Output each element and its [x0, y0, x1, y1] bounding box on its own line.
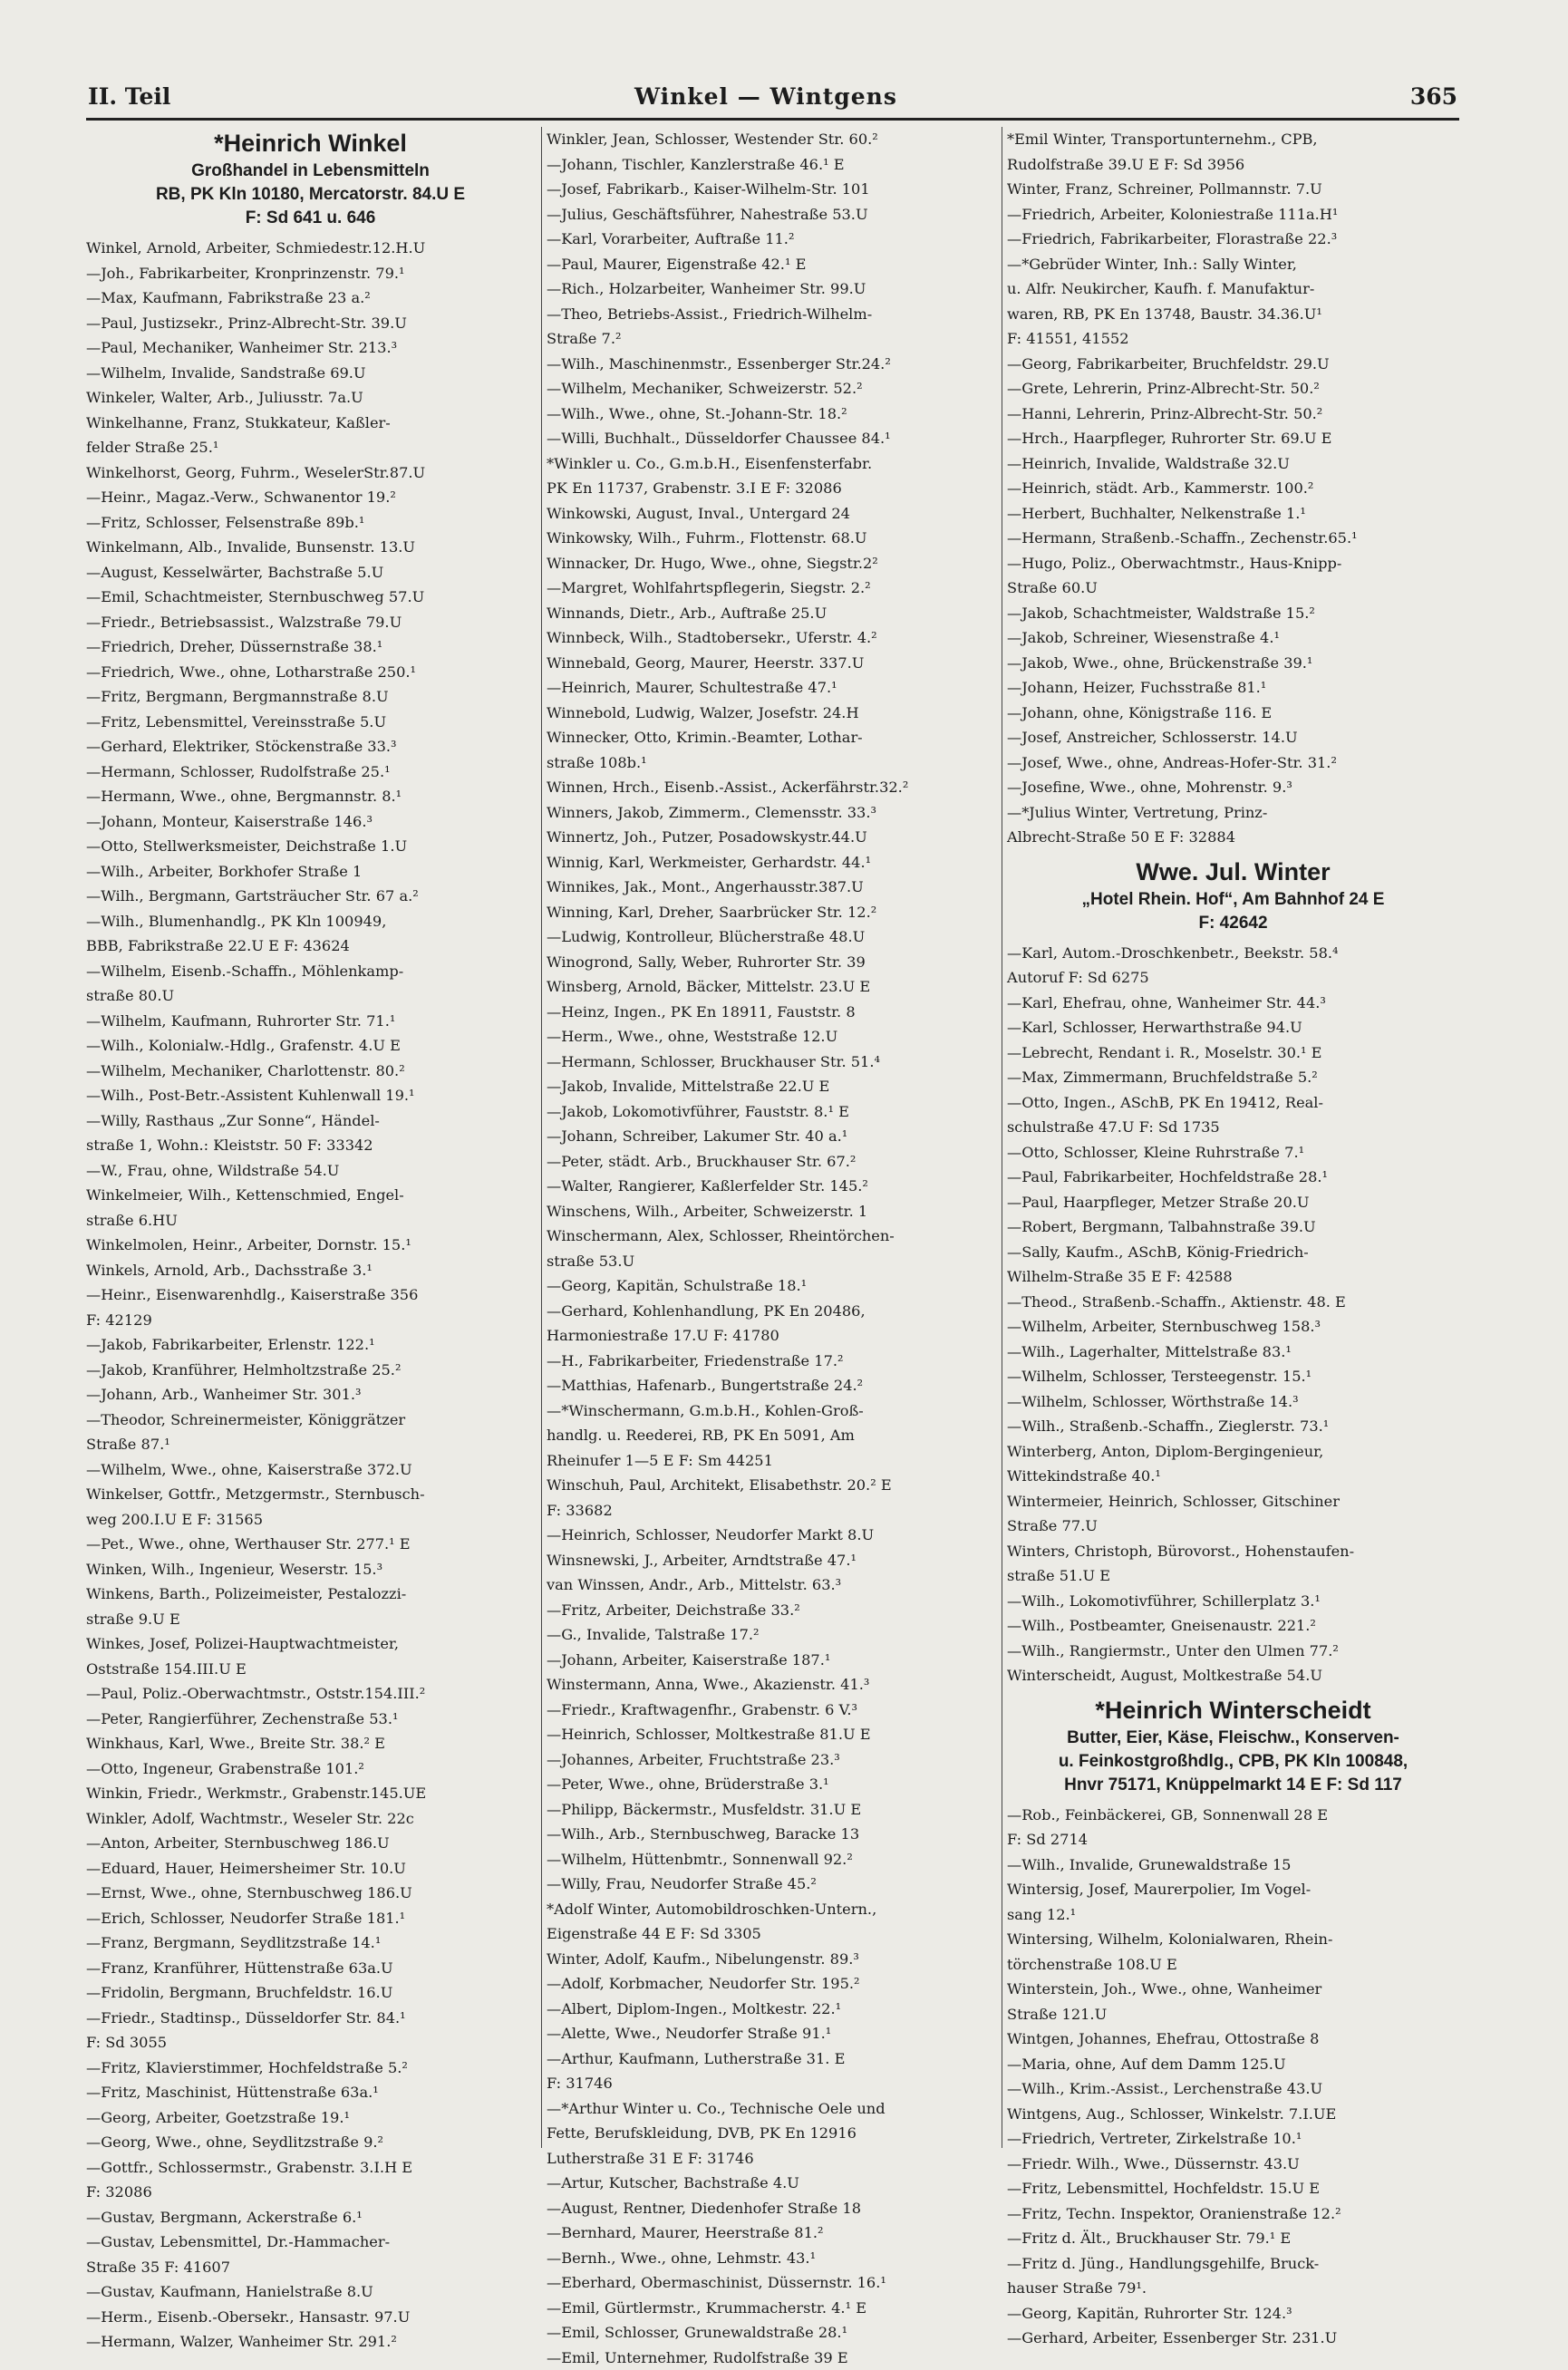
directory-entry: —Friedrich, Fabrikarbeiter, Florastraße 22.³	[1007, 227, 1459, 252]
advert-line: Butter, Eier, Käse, Fleischw., Konserven-	[1007, 1727, 1459, 1750]
directory-entry: —Peter, städt. Arb., Bruckhauser Str. 67.²	[547, 1149, 995, 1175]
directory-entry: —Gerhard, Arbeiter, Essenberger Str. 231.U	[1007, 2326, 1459, 2351]
directory-entry: —Friedrich, Dreher, Düssernstraße 38.¹	[86, 634, 535, 660]
directory-entry: —Walter, Rangierer, Kaßlerfelder Str. 145.²	[547, 1174, 995, 1199]
directory-entry: straße 108b.¹	[547, 750, 995, 776]
directory-entry: —Johann, Tischler, Kanzlerstraße 46.¹ E	[547, 152, 995, 178]
directory-entry: Wintersing, Wilhelm, Kolonialwaren, Rhein-	[1007, 1927, 1459, 1952]
directory-entry: —Otto, Ingen., ASchB, PK En 19412, Real-	[1007, 1090, 1459, 1116]
directory-entry: —Karl, Schlosser, Herwarthstraße 94.U	[1007, 1015, 1459, 1040]
directory-entry: —Wilhelm, Mechaniker, Schweizerstr. 52.²	[547, 376, 995, 401]
advert-heinrich-winterscheidt	[1007, 1694, 1459, 1797]
directory-entry: —Eduard, Hauer, Heimersheimer Str. 10.U	[86, 1856, 535, 1881]
directory-entry: —Wilhelm, Schlosser, Tersteegenstr. 15.¹	[1007, 1364, 1459, 1389]
advert-line: RB, PK Kln 10180, Mercatorstr. 84.U E	[86, 183, 535, 207]
directory-entry: Oststraße 154.III.U E	[86, 1657, 535, 1682]
directory-entry: handlg. u. Reederei, RB, PK En 5091, Am	[547, 1423, 995, 1448]
directory-entry: —Johann, ohne, Königstraße 116. E	[1007, 701, 1459, 726]
directory-entry: —Heinrich, Schlosser, Neudorfer Markt 8.U	[547, 1523, 995, 1548]
directory-entry: straße 51.U E	[1007, 1563, 1459, 1589]
directory-entry: —Emil, Schlosser, Grunewaldstraße 28.¹	[547, 2320, 995, 2346]
directory-entry: —Paul, Justizsekr., Prinz-Albrecht-Str. 39.U	[86, 311, 535, 336]
directory-entry: straße 80.U	[86, 983, 535, 1009]
directory-entry: Winschens, Wilh., Arbeiter, Schweizerstr. 1	[547, 1199, 995, 1224]
directory-entry: Winkin, Friedr., Werkmstr., Grabenstr.145.UE	[86, 1781, 535, 1806]
directory-entry: —Heinr., Magaz.-Verw., Schwanentor 19.²	[86, 485, 535, 510]
directory-entry: —Hermann, Straßenb.-Schaffn., Zechenstr.65.¹	[1007, 526, 1459, 551]
directory-entry: —Anton, Arbeiter, Sternbuschweg 186.U	[86, 1831, 535, 1856]
directory-entry: Winter, Adolf, Kaufm., Nibelungenstr. 89.³	[547, 1947, 995, 1972]
advert-line: Hnvr 75171, Knüppelmarkt 14 E F: Sd 117	[1007, 1774, 1459, 1797]
directory-entry: —Wilh., Arb., Sternbuschweg, Baracke 13	[547, 1822, 995, 1847]
directory-entry: F: 33682	[547, 1498, 995, 1524]
directory-entry: —Fritz, Bergmann, Bergmannstraße 8.U	[86, 684, 535, 710]
directory-entry: —Wilh., Lokomotivführer, Schillerplatz 3.¹	[1007, 1589, 1459, 1614]
directory-entry: —Hermann, Schlosser, Bruckhauser Str. 51.⁴	[547, 1050, 995, 1075]
directory-entry: —Wilh., Arbeiter, Borkhofer Straße 1	[86, 859, 535, 885]
column-3	[1007, 127, 1459, 2148]
directory-entry: Winkel, Arnold, Arbeiter, Schmiedestr.12.H.U	[86, 236, 535, 261]
directory-entry: —Rob., Feinbäckerei, GB, Sonnenwall 28 E	[1007, 1803, 1459, 1828]
directory-entry: Winkler, Jean, Schlosser, Westender Str. 60.²	[547, 127, 995, 152]
directory-entry: —Wilh., Straßenb.-Schaffn., Zieglerstr. 73.¹	[1007, 1414, 1459, 1439]
directory-entry: —Josef, Anstreicher, Schlosserstr. 14.U	[1007, 725, 1459, 750]
directory-entry: —Johann, Arbeiter, Kaiserstraße 187.¹	[547, 1648, 995, 1673]
directory-entry: —Jakob, Wwe., ohne, Brückenstraße 39.¹	[1007, 651, 1459, 676]
directory-entry: —Gerhard, Elektriker, Stöckenstraße 33.³	[86, 734, 535, 759]
directory-entry: —Artur, Kutscher, Bachstraße 4.U	[547, 2171, 995, 2196]
directory-entry: F: 31746	[547, 2071, 995, 2096]
page-number: 365	[1410, 83, 1457, 110]
entry-list	[1007, 941, 1459, 1688]
directory-entry: —Wilh., Lagerhalter, Mittelstraße 83.¹	[1007, 1340, 1459, 1365]
directory-entry: —Fritz, Lebensmittel, Vereinsstraße 5.U	[86, 710, 535, 735]
page-range-title: Winkel — Wintgens	[634, 83, 897, 110]
directory-entry: —Friedr., Kraftwagenfhr., Grabenstr. 6 V.³	[547, 1698, 995, 1723]
directory-entry: straße 53.U	[547, 1249, 995, 1274]
directory-entry: *Emil Winter, Transportunternehm., CPB,	[1007, 127, 1459, 152]
directory-entry: Straße 121.U	[1007, 2002, 1459, 2027]
directory-entry: —Fritz, Arbeiter, Deichstraße 33.²	[547, 1598, 995, 1623]
advert-line: F: Sd 641 u. 646	[86, 207, 535, 230]
directory-entry: —Johann, Heizer, Fuchsstraße 81.¹	[1007, 675, 1459, 701]
directory-entry: Winnertz, Joh., Putzer, Posadowskystr.44.U	[547, 825, 995, 850]
directory-entry: —Wilh., Krim.-Assist., Lerchenstraße 43.U	[1007, 2076, 1459, 2102]
directory-entry: —Herm., Eisenb.-Obersekr., Hansastr. 97.U	[86, 2305, 535, 2330]
directory-entry: —*Arthur Winter u. Co., Technische Oele und	[547, 2096, 995, 2122]
directory-entry: —Gottfr., Schlossermstr., Grabenstr. 3.I.H E	[86, 2155, 535, 2181]
directory-entry: Winnbeck, Wilh., Stadtobersekr., Uferstr. 4.²	[547, 625, 995, 651]
directory-entry: straße 1, Wohn.: Kleiststr. 50 F: 33342	[86, 1133, 535, 1158]
directory-entry: —Erich, Schlosser, Neudorfer Straße 181.¹	[86, 1906, 535, 1931]
column-2	[547, 127, 995, 2148]
directory-entry: —Gustav, Bergmann, Ackerstraße 6.¹	[86, 2205, 535, 2230]
directory-entry: —Hermann, Wwe., ohne, Bergmannstr. 8.¹	[86, 784, 535, 809]
directory-entry: —Robert, Bergmann, Talbahnstraße 39.U	[1007, 1214, 1459, 1240]
directory-entry: —Emil, Unternehmer, Rudolfstraße 39 E	[547, 2346, 995, 2370]
advert-line: „Hotel Rhein. Hof“, Am Bahnhof 24 E	[1007, 888, 1459, 912]
directory-entry: —Jakob, Invalide, Mittelstraße 22.U E	[547, 1074, 995, 1099]
directory-entry: PK En 11737, Grabenstr. 3.I E F: 32086	[547, 476, 995, 501]
directory-entry: —Gustav, Lebensmittel, Dr.-Hammacher-	[86, 2230, 535, 2255]
directory-entry: —Willi, Buchhalt., Düsseldorfer Chaussee 84.¹	[547, 426, 995, 451]
directory-entry: —Heinrich, Maurer, Schultestraße 47.¹	[547, 675, 995, 701]
directory-entry: —Matthias, Hafenarb., Bungertstraße 24.²	[547, 1373, 995, 1398]
directory-entry: F: Sd 2714	[1007, 1827, 1459, 1852]
directory-entry: —Wilhelm, Schlosser, Wörthstraße 14.³	[1007, 1389, 1459, 1415]
directory-entry: —Josef, Wwe., ohne, Andreas-Hofer-Str. 31.²	[1007, 750, 1459, 776]
directory-entry: Winkelmann, Alb., Invalide, Bunsenstr. 13.U	[86, 535, 535, 560]
entry-list	[86, 236, 535, 2355]
directory-entry: —Herbert, Buchhalter, Nelkenstraße 1.¹	[1007, 501, 1459, 527]
directory-entry: —Jakob, Schachtmeister, Waldstraße 15.²	[1007, 601, 1459, 626]
directory-entry: —Hugo, Poliz., Oberwachtmstr., Haus-Knipp-	[1007, 551, 1459, 576]
directory-entry: —Max, Kaufmann, Fabrikstraße 23 a.²	[86, 285, 535, 311]
directory-entry: —Karl, Vorarbeiter, Auftraße 11.²	[547, 227, 995, 252]
columns	[86, 127, 1459, 2148]
directory-entry: —Karl, Autom.-Droschkenbetr., Beekstr. 58.⁴	[1007, 941, 1459, 966]
directory-entry: Winkels, Arnold, Arb., Dachsstraße 3.¹	[86, 1258, 535, 1283]
directory-entry: —Otto, Schlosser, Kleine Ruhrstraße 7.¹	[1007, 1140, 1459, 1166]
directory-entry: —Friedrich, Wwe., ohne, Lotharstraße 250.¹	[86, 660, 535, 685]
directory-entry: —Wilh., Wwe., ohne, St.-Johann-Str. 18.²	[547, 401, 995, 427]
directory-entry: —Georg, Arbeiter, Goetzstraße 19.¹	[86, 2105, 535, 2131]
directory-entry: Wintermeier, Heinrich, Schlosser, Gitschiner	[1007, 1489, 1459, 1514]
directory-entry: —Josefine, Wwe., ohne, Mohrenstr. 9.³	[1007, 775, 1459, 800]
directory-entry: —Johann, Arb., Wanheimer Str. 301.³	[86, 1382, 535, 1407]
directory-entry: —Josef, Fabrikarb., Kaiser-Wilhelm-Str. 101	[547, 177, 995, 202]
directory-entry: Winnebold, Ludwig, Walzer, Josefstr. 24.H	[547, 701, 995, 726]
directory-entry: —Georg, Kapitän, Ruhrorter Str. 124.³	[1007, 2301, 1459, 2326]
directory-entry: Wintersig, Josef, Maurerpolier, Im Vogel-	[1007, 1877, 1459, 1902]
directory-entry: —Friedrich, Vertreter, Zirkelstraße 10.¹	[1007, 2126, 1459, 2152]
directory-entry: Winnig, Karl, Werkmeister, Gerhardstr. 44.¹	[547, 850, 995, 875]
directory-entry: —Margret, Wohlfahrtspflegerin, Siegstr. 2.²	[547, 576, 995, 601]
directory-entry: F: Sd 3055	[86, 2030, 535, 2056]
directory-entry: —Fritz, Techn. Inspektor, Oranienstraße 12.²	[1007, 2201, 1459, 2227]
directory-entry: —Peter, Wwe., ohne, Brüderstraße 3.¹	[547, 1772, 995, 1797]
directory-entry: Fette, Berufskleidung, DVB, PK En 12916	[547, 2121, 995, 2146]
directory-entry: Winkelhanne, Franz, Stukkateur, Kaßler-	[86, 411, 535, 436]
directory-entry: törchenstraße 108.U E	[1007, 1952, 1459, 1978]
directory-entry: van Winssen, Andr., Arb., Mittelstr. 63.³	[547, 1572, 995, 1598]
directory-entry: Winschuh, Paul, Architekt, Elisabethstr. 20.² E	[547, 1473, 995, 1498]
directory-entry: —Johann, Schreiber, Lakumer Str. 40 a.¹	[547, 1124, 995, 1149]
directory-entry: —Fridolin, Bergmann, Bruchfeldstr. 16.U	[86, 1980, 535, 2006]
directory-entry: Rheinufer 1—5 E F: Sm 44251	[547, 1448, 995, 1474]
directory-entry: —Paul, Maurer, Eigenstraße 42.¹ E	[547, 252, 995, 277]
directory-entry: —Wilhelm, Eisenb.-Schaffn., Möhlenkamp-	[86, 959, 535, 984]
directory-entry: —Otto, Stellwerksmeister, Deichstraße 1.U	[86, 834, 535, 859]
directory-entry: Eigenstraße 44 E F: Sd 3305	[547, 1921, 995, 1947]
directory-entry: —*Gebrüder Winter, Inh.: Sally Winter,	[1007, 252, 1459, 277]
directory-entry: —Hermann, Schlosser, Rudolfstraße 25.¹	[86, 759, 535, 785]
directory-entry: Winners, Jakob, Zimmerm., Clemensstr. 33.³	[547, 800, 995, 826]
directory-entry: Winsnewski, J., Arbeiter, Arndtstraße 47.¹	[547, 1548, 995, 1573]
directory-entry: —Friedr., Betriebsassist., Walzstraße 79.U	[86, 610, 535, 635]
section-label: II. Teil	[88, 83, 170, 110]
directory-entry: —Friedr. Wilh., Wwe., Düssernstr. 43.U	[1007, 2152, 1459, 2177]
directory-entry: sang 12.¹	[1007, 1902, 1459, 1928]
directory-entry: —Friedr., Stadtinsp., Düsseldorfer Str. 84.¹	[86, 2006, 535, 2031]
directory-entry: weg 200.I.U E F: 31565	[86, 1507, 535, 1533]
directory-entry: —Fritz d. Ält., Bruckhauser Str. 79.¹ E	[1007, 2226, 1459, 2251]
directory-entry: —Alette, Wwe., Neudorfer Straße 91.¹	[547, 2021, 995, 2046]
entry-list	[547, 127, 995, 2370]
directory-entry: Straße 77.U	[1007, 1514, 1459, 1539]
directory-entry: —Fritz, Lebensmittel, Hochfeldstr. 15.U E	[1007, 2176, 1459, 2201]
directory-entry: —Sally, Kaufm., ASchB, König-Friedrich-	[1007, 1240, 1459, 1265]
directory-entry: Winnands, Dietr., Arb., Auftraße 25.U	[547, 601, 995, 626]
directory-entry: Winterstein, Joh., Wwe., ohne, Wanheimer	[1007, 1977, 1459, 2002]
directory-entry: —Wilhelm, Wwe., ohne, Kaiserstraße 372.U	[86, 1457, 535, 1483]
directory-entry: —Paul, Poliz.-Oberwachtmstr., Oststr.154.III.²	[86, 1681, 535, 1707]
directory-entry: Winogrond, Sally, Weber, Ruhrorter Str. 39	[547, 950, 995, 975]
directory-entry: —Heinz, Ingen., PK En 18911, Fauststr. 8	[547, 1000, 995, 1025]
directory-entry: —Bernhard, Maurer, Heerstraße 81.²	[547, 2220, 995, 2246]
directory-entry: —Max, Zimmermann, Bruchfeldstraße 5.²	[1007, 1065, 1459, 1090]
page-header	[86, 80, 1459, 121]
directory-entry: —Adolf, Korbmacher, Neudorfer Str. 195.²	[547, 1971, 995, 1997]
directory-entry: —Grete, Lehrerin, Prinz-Albrecht-Str. 50.²	[1007, 376, 1459, 401]
directory-entry: *Winkler u. Co., G.m.b.H., Eisenfensterfabr.	[547, 451, 995, 477]
directory-entry: straße 6.HU	[86, 1208, 535, 1233]
directory-entry: —Wilh., Post-Betr.-Assistent Kuhlenwall 19.¹	[86, 1083, 535, 1108]
advert-title: *Heinrich Winterscheidt	[1007, 1694, 1459, 1727]
directory-entry: —Friedrich, Arbeiter, Koloniestraße 111a.H¹	[1007, 202, 1459, 227]
directory-entry: Winkeler, Walter, Arb., Juliusstr. 7a.U	[86, 385, 535, 411]
advert-line: Großhandel in Lebensmitteln	[86, 160, 535, 183]
directory-entry: —Jakob, Kranführer, Helmholtzstraße 25.²	[86, 1358, 535, 1383]
directory-entry: —G., Invalide, Talstraße 17.²	[547, 1622, 995, 1648]
advert-title: *Heinrich Winkel	[86, 127, 535, 160]
directory-entry: Winnecker, Otto, Krimin.-Beamter, Lothar-	[547, 725, 995, 750]
directory-entry: —Wilh., Invalide, Grunewaldstraße 15	[1007, 1852, 1459, 1878]
directory-entry: —Fritz d. Jüng., Handlungsgehilfe, Bruck-	[1007, 2251, 1459, 2277]
directory-entry: Wittekindstraße 40.¹	[1007, 1464, 1459, 1489]
directory-entry: Winkowski, August, Inval., Untergard 24	[547, 501, 995, 527]
directory-entry: —Wilh., Blumenhandlg., PK Kln 100949,	[86, 909, 535, 934]
directory-page	[86, 80, 1459, 2164]
directory-entry: —Bernh., Wwe., ohne, Lehmstr. 43.¹	[547, 2246, 995, 2271]
directory-entry: —Fritz, Schlosser, Felsenstraße 89b.¹	[86, 510, 535, 536]
directory-entry: —Wilh., Kolonialw.-Hdlg., Grafenstr. 4.U E	[86, 1033, 535, 1059]
directory-entry: —Ernst, Wwe., ohne, Sternbuschweg 186.U	[86, 1881, 535, 1906]
directory-entry: —Joh., Fabrikarbeiter, Kronprinzenstr. 79.¹	[86, 261, 535, 286]
directory-entry: straße 9.U E	[86, 1607, 535, 1632]
directory-entry: Wintgens, Aug., Schlosser, Winkelstr. 7.I.UE	[1007, 2102, 1459, 2127]
directory-entry: u. Alfr. Neukircher, Kaufh. f. Manufaktur-	[1007, 276, 1459, 302]
directory-entry: —Emil, Schachtmeister, Sternbuschweg 57.U	[86, 585, 535, 610]
directory-entry: —Otto, Ingeneur, Grabenstraße 101.²	[86, 1756, 535, 1782]
directory-entry: Winstermann, Anna, Wwe., Akazienstr. 41.³	[547, 1672, 995, 1698]
directory-entry: —Hrch., Haarpfleger, Ruhrorter Str. 69.U E	[1007, 426, 1459, 451]
directory-entry: —Fritz, Maschinist, Hüttenstraße 63a.¹	[86, 2080, 535, 2105]
directory-entry: Winter, Franz, Schreiner, Pollmannstr. 7.U	[1007, 177, 1459, 202]
entry-list	[1007, 1803, 1459, 2351]
directory-entry: Winschermann, Alex, Schlosser, Rheintörchen-	[547, 1224, 995, 1249]
advert-heinrich-winkel	[86, 127, 535, 230]
directory-entry: —Wilhelm, Hüttenbmtr., Sonnenwall 92.²	[547, 1847, 995, 1872]
directory-entry: —Wilh., Rangiermstr., Unter den Ulmen 77.²	[1007, 1639, 1459, 1664]
directory-entry: F: 42129	[86, 1308, 535, 1333]
advert-line: u. Feinkostgroßhdlg., CPB, PK Kln 100848,	[1007, 1750, 1459, 1774]
directory-entry: Winters, Christoph, Bürovorst., Hohenstaufen-	[1007, 1539, 1459, 1564]
directory-entry: Straße 87.¹	[86, 1432, 535, 1457]
directory-entry: —Fritz, Klavierstimmer, Hochfeldstraße 5.²	[86, 2056, 535, 2081]
directory-entry: —Theod., Straßenb.-Schaffn., Aktienstr. 48. E	[1007, 1290, 1459, 1315]
directory-entry: Straße 35 F: 41607	[86, 2255, 535, 2280]
directory-entry: —Wilhelm, Mechaniker, Charlottenstr. 80.²	[86, 1059, 535, 1084]
directory-entry: —*Julius Winter, Vertretung, Prinz-	[1007, 800, 1459, 826]
directory-entry: —Jakob, Schreiner, Wiesenstraße 4.¹	[1007, 625, 1459, 651]
directory-entry: —Gerhard, Kohlenhandlung, PK En 20486,	[547, 1299, 995, 1324]
directory-entry: —Johannes, Arbeiter, Fruchtstraße 23.³	[547, 1747, 995, 1773]
directory-entry: —Albert, Diplom-Ingen., Moltkestr. 22.¹	[547, 1997, 995, 2022]
directory-entry: —H., Fabrikarbeiter, Friedenstraße 17.²	[547, 1349, 995, 1374]
directory-entry: Winnacker, Dr. Hugo, Wwe., ohne, Siegstr.2²	[547, 551, 995, 576]
directory-entry: waren, RB, PK En 13748, Baustr. 34.36.U¹	[1007, 302, 1459, 327]
directory-entry: —Paul, Haarpfleger, Metzer Straße 20.U	[1007, 1190, 1459, 1215]
directory-entry: —Heinrich, Schlosser, Moltkestraße 81.U E	[547, 1722, 995, 1747]
directory-entry: —Herm., Wwe., ohne, Weststraße 12.U	[547, 1024, 995, 1050]
directory-entry: —Philipp, Bäckermstr., Musfeldstr. 31.U E	[547, 1797, 995, 1823]
directory-entry: Winkes, Josef, Polizei-Hauptwachtmeister,	[86, 1631, 535, 1657]
directory-entry: —Willy, Frau, Neudorfer Straße 45.²	[547, 1872, 995, 1897]
directory-entry: —Theo, Betriebs-Assist., Friedrich-Wilhelm-	[547, 302, 995, 327]
directory-entry: —Eberhard, Obermaschinist, Düssernstr. 16.¹	[547, 2270, 995, 2296]
directory-entry: —Arthur, Kaufmann, Lutherstraße 31. E	[547, 2046, 995, 2072]
directory-entry: felder Straße 25.¹	[86, 435, 535, 460]
directory-entry: —Gustav, Kaufmann, Hanielstraße 8.U	[86, 2279, 535, 2305]
directory-entry: Winkelmolen, Heinr., Arbeiter, Dornstr. 15.¹	[86, 1233, 535, 1258]
directory-entry: Lutherstraße 31 E F: 31746	[547, 2146, 995, 2172]
directory-entry: —*Winschermann, G.m.b.H., Kohlen-Groß-	[547, 1398, 995, 1424]
directory-entry: —Maria, ohne, Auf dem Damm 125.U	[1007, 2052, 1459, 2077]
directory-entry: —Heinrich, städt. Arb., Kammerstr. 100.²	[1007, 476, 1459, 501]
directory-entry: Winken, Wilh., Ingenieur, Weserstr. 15.³	[86, 1557, 535, 1582]
advert-line: F: 42642	[1007, 912, 1459, 935]
directory-entry: Winkler, Adolf, Wachtmstr., Weseler Str. 22c	[86, 1806, 535, 1832]
directory-entry: —Peter, Rangierführer, Zechenstraße 53.¹	[86, 1707, 535, 1732]
directory-entry: Winnen, Hrch., Eisenb.-Assist., Ackerfährstr.32.²	[547, 775, 995, 800]
directory-entry: —Wilhelm, Invalide, Sandstraße 69.U	[86, 361, 535, 386]
directory-entry: —Jakob, Fabrikarbeiter, Erlenstr. 122.¹	[86, 1332, 535, 1358]
directory-entry: —Julius, Geschäftsführer, Nahestraße 53.U	[547, 202, 995, 227]
directory-entry: Winkelmeier, Wilh., Kettenschmied, Engel-	[86, 1183, 535, 1208]
directory-entry: hauser Straße 79¹.	[1007, 2276, 1459, 2301]
directory-entry: —Heinrich, Invalide, Waldstraße 32.U	[1007, 451, 1459, 477]
directory-entry: —Ludwig, Kontrolleur, Blücherstraße 48.U	[547, 924, 995, 950]
directory-entry: Straße 60.U	[1007, 576, 1459, 601]
directory-entry: —Theodor, Schreinermeister, Königgrätzer	[86, 1407, 535, 1433]
directory-entry: —Emil, Gürtlermstr., Krummacherstr. 4.¹ E	[547, 2296, 995, 2321]
directory-entry: Harmoniestraße 17.U F: 41780	[547, 1323, 995, 1349]
directory-entry: Winnikes, Jak., Mont., Angerhausstr.387.U	[547, 875, 995, 900]
directory-entry: —Georg, Fabrikarbeiter, Bruchfeldstr. 29.U	[1007, 352, 1459, 377]
directory-entry: —Paul, Fabrikarbeiter, Hochfeldstraße 28.¹	[1007, 1165, 1459, 1190]
directory-entry: F: 41551, 41552	[1007, 326, 1459, 352]
directory-entry: —Franz, Kranführer, Hüttenstraße 63a.U	[86, 1956, 535, 1981]
directory-entry: Winkhaus, Karl, Wwe., Breite Str. 38.² E	[86, 1731, 535, 1756]
directory-entry: BBB, Fabrikstraße 22.U E F: 43624	[86, 933, 535, 959]
directory-entry: —Wilh., Maschinenmstr., Essenberger Str.24.²	[547, 352, 995, 377]
directory-entry: —Wilhelm, Kaufmann, Ruhrorter Str. 71.¹	[86, 1009, 535, 1034]
directory-entry: —August, Rentner, Diedenhofer Straße 18	[547, 2196, 995, 2221]
directory-entry: —August, Kesselwärter, Bachstraße 5.U	[86, 560, 535, 585]
directory-entry: —Willy, Rasthaus „Zur Sonne“, Händel-	[86, 1108, 535, 1134]
directory-entry: Winkelhorst, Georg, Fuhrm., WeselerStr.87.U	[86, 460, 535, 486]
directory-entry: schulstraße 47.U F: Sd 1735	[1007, 1115, 1459, 1140]
directory-entry: —Lebrecht, Rendant i. R., Moselstr. 30.¹ E	[1007, 1040, 1459, 1066]
directory-entry: —Wilh., Postbeamter, Gneisenaustr. 221.²	[1007, 1613, 1459, 1639]
directory-entry: —Hanni, Lehrerin, Prinz-Albrecht-Str. 50.²	[1007, 401, 1459, 427]
directory-entry: —Paul, Mechaniker, Wanheimer Str. 213.³	[86, 335, 535, 361]
directory-entry: Winnebald, Georg, Maurer, Heerstr. 337.U	[547, 651, 995, 676]
directory-entry: Winkelser, Gottfr., Metzgermstr., Sternbusch-	[86, 1482, 535, 1507]
directory-entry: Autoruf F: Sd 6275	[1007, 965, 1459, 991]
directory-entry: F: 32086	[86, 2180, 535, 2205]
directory-entry: Wilhelm-Straße 35 E F: 42588	[1007, 1264, 1459, 1290]
directory-entry: Winterscheidt, August, Moltkestraße 54.U	[1007, 1663, 1459, 1688]
directory-entry: —Pet., Wwe., ohne, Werthauser Str. 277.¹ E	[86, 1532, 535, 1557]
directory-entry: —Wilh., Bergmann, Gartsträucher Str. 67 a.²	[86, 884, 535, 909]
directory-entry: —Jakob, Lokomotivführer, Fauststr. 8.¹ E	[547, 1099, 995, 1125]
directory-entry: —Georg, Wwe., ohne, Seydlitzstraße 9.²	[86, 2130, 535, 2155]
directory-entry: Rudolfstraße 39.U E F: Sd 3956	[1007, 152, 1459, 178]
directory-entry: —Franz, Bergmann, Seydlitzstraße 14.¹	[86, 1930, 535, 1956]
directory-entry: Straße 7.²	[547, 326, 995, 352]
entry-list	[1007, 127, 1459, 850]
directory-entry: Albrecht-Straße 50 E F: 32884	[1007, 825, 1459, 850]
directory-entry: Winkens, Barth., Polizeimeister, Pestalozzi-	[86, 1582, 535, 1607]
directory-entry: —Johann, Monteur, Kaiserstraße 146.³	[86, 809, 535, 835]
directory-entry: —Rich., Holzarbeiter, Wanheimer Str. 99.U	[547, 276, 995, 302]
directory-entry: *Adolf Winter, Automobildroschken-Untern.,	[547, 1897, 995, 1922]
directory-entry: Winkowsky, Wilh., Fuhrm., Flottenstr. 68.U	[547, 526, 995, 551]
advert-wwe-jul-winter	[1007, 856, 1459, 935]
column-1	[86, 127, 535, 2148]
advert-title: Wwe. Jul. Winter	[1007, 856, 1459, 888]
directory-entry: Winterberg, Anton, Diplom-Bergingenieur,	[1007, 1439, 1459, 1465]
directory-entry: Wintgen, Johannes, Ehefrau, Ottostraße 8	[1007, 2027, 1459, 2052]
directory-entry: —Karl, Ehefrau, ohne, Wanheimer Str. 44.³	[1007, 991, 1459, 1016]
directory-entry: Winsberg, Arnold, Bäcker, Mittelstr. 23.U E	[547, 974, 995, 1000]
directory-entry: —Heinr., Eisenwarenhdlg., Kaiserstraße 356	[86, 1282, 535, 1308]
directory-entry: —Hermann, Walzer, Wanheimer Str. 291.²	[86, 2329, 535, 2355]
column-divider	[541, 127, 542, 2148]
directory-entry: —Wilhelm, Arbeiter, Sternbuschweg 158.³	[1007, 1314, 1459, 1340]
directory-entry: Winning, Karl, Dreher, Saarbrücker Str. 12.²	[547, 900, 995, 925]
directory-entry: —W., Frau, ohne, Wildstraße 54.U	[86, 1158, 535, 1184]
directory-entry: —Georg, Kapitän, Schulstraße 18.¹	[547, 1273, 995, 1299]
